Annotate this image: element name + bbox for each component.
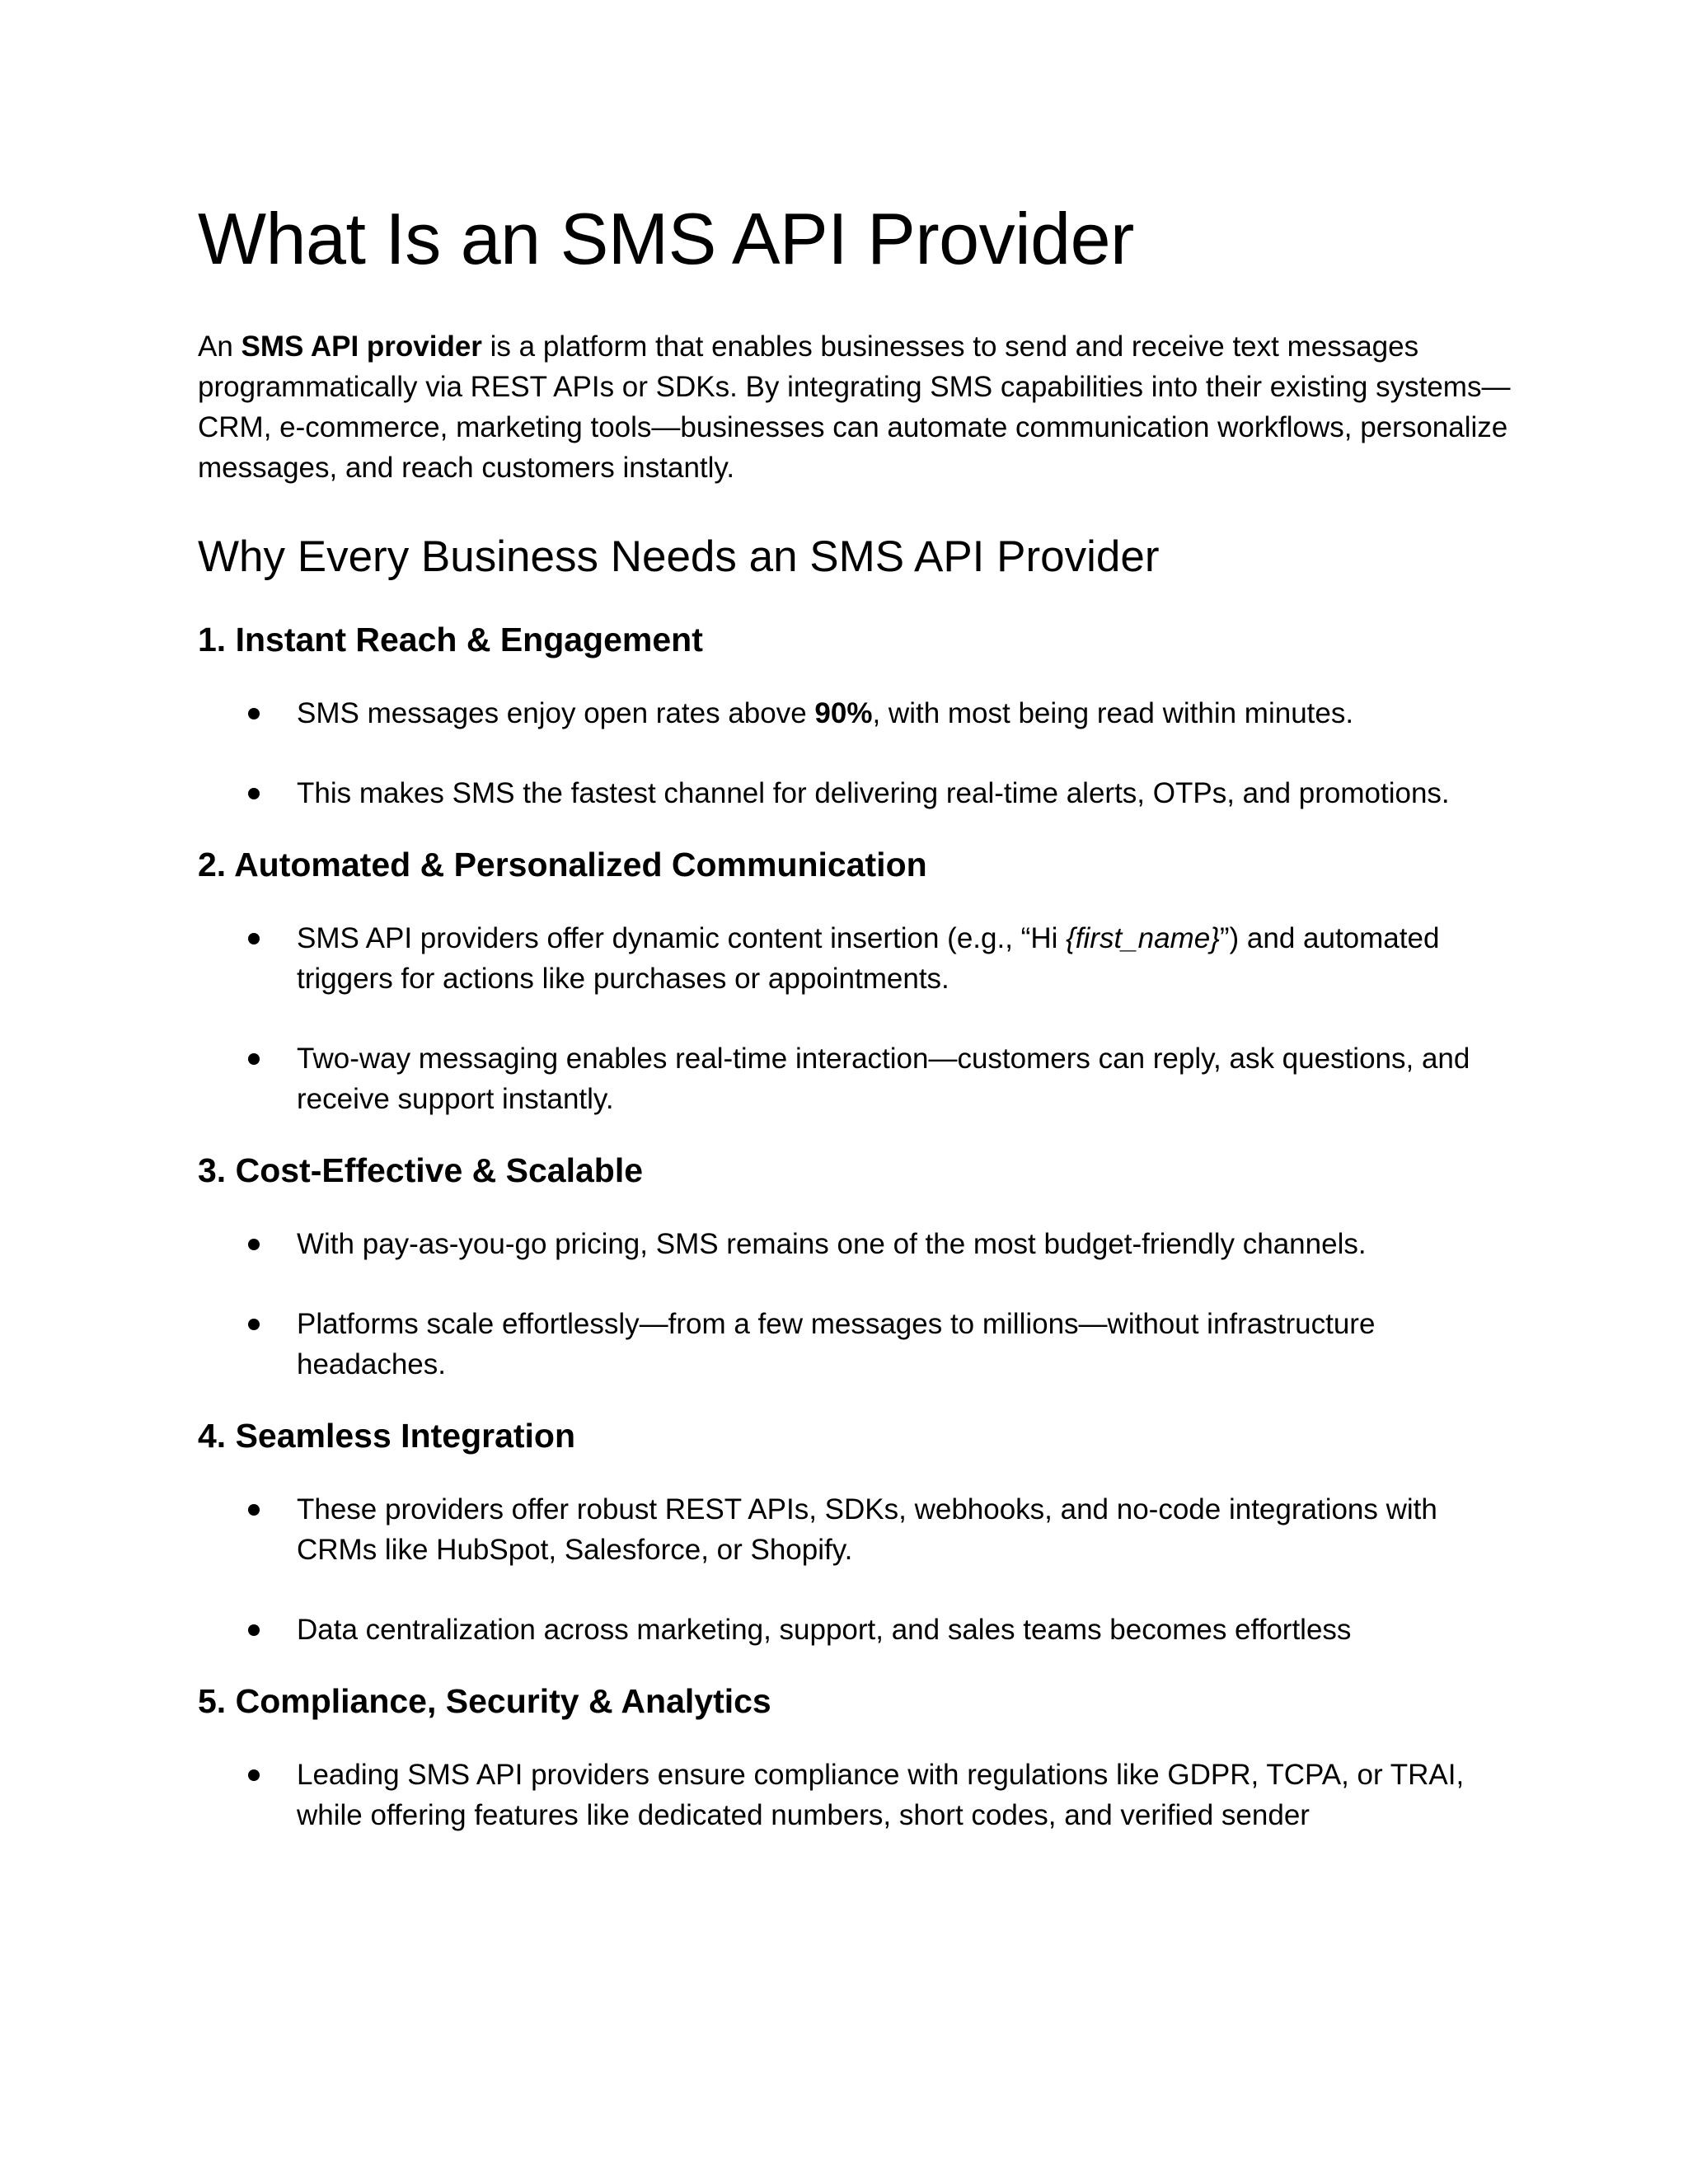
intro-paragraph xyxy=(198,326,1525,488)
bullet-icon xyxy=(248,933,260,944)
bullet-list xyxy=(198,693,1525,813)
intro-bold-term: SMS API provider xyxy=(241,330,482,363)
bullet-list xyxy=(198,1224,1525,1385)
section-cost-effective xyxy=(198,1147,1525,1385)
bullet-list xyxy=(198,1755,1525,1835)
bullet-icon xyxy=(248,1053,260,1065)
page-title: What Is an SMS API Provider xyxy=(198,198,1134,279)
bullet-icon xyxy=(248,1239,260,1250)
bullet-text: With pay-as-you-go pricing, SMS remains one of the most budget-friendly channels. xyxy=(297,1228,1367,1260)
bullet-list xyxy=(198,1489,1525,1650)
section-instant-reach xyxy=(198,616,1525,813)
bullet-icon xyxy=(248,1319,260,1330)
bullet-text: These providers offer robust REST APIs, SDKs, webhooks, and no-code integrations with CRMs like HubSpot, Salesforce, or Shopify. xyxy=(297,1493,1437,1566)
bullet-text-before: SMS messages enjoy open rates above xyxy=(297,697,815,729)
section-automated-communication xyxy=(198,841,1525,1119)
list-item xyxy=(198,1755,1525,1835)
bullet-text-after: ”) and automated triggers for actions like purchases or appointments. xyxy=(297,922,1440,995)
bullet-text: Two-way messaging enables real-time interaction—customers can reply, ask questions, and receive support instantly. xyxy=(297,1043,1470,1115)
bullet-text-after: , with most being read within minutes. xyxy=(872,697,1354,729)
bullet-text: Leading SMS API providers ensure compliance with regulations like GDPR, TCPA, or TRAI, while offering features like dedicated numbers, short codes, and verified sender xyxy=(297,1759,1465,1831)
list-item xyxy=(198,773,1525,813)
bullet-list xyxy=(198,918,1525,1119)
list-item xyxy=(198,1610,1525,1650)
list-item xyxy=(198,918,1525,999)
section-compliance xyxy=(198,1678,1525,1835)
bullet-text-before: SMS API providers offer dynamic content insertion (e.g., “Hi xyxy=(297,922,1067,954)
bullet-text: Platforms scale effortlessly—from a few messages to millions—without infrastructure headaches. xyxy=(297,1308,1376,1380)
intro-prefix: An xyxy=(198,330,241,363)
bullet-text: Data centralization across marketing, support, and sales teams becomes effortless xyxy=(297,1614,1352,1646)
section-heading: Why Every Business Needs an SMS API Provider xyxy=(198,532,1160,581)
bullet-icon xyxy=(248,788,260,799)
list-item xyxy=(198,1489,1525,1570)
section-title: 4. Seamless Integration xyxy=(198,1417,576,1455)
bullet-icon xyxy=(248,1504,260,1516)
list-item xyxy=(198,1038,1525,1119)
list-item xyxy=(198,1224,1525,1264)
bullet-text: This makes SMS the fastest channel for delivering real-time alerts, OTPs, and promotions. xyxy=(297,777,1450,809)
section-seamless-integration xyxy=(198,1413,1525,1650)
bullet-icon xyxy=(248,1769,260,1781)
bullet-icon xyxy=(248,1624,260,1636)
section-title: 2. Automated & Personalized Communication xyxy=(198,846,927,883)
section-title: 3. Cost-Effective & Scalable xyxy=(198,1151,644,1189)
list-item xyxy=(198,1304,1525,1385)
section-title: 1. Instant Reach & Engagement xyxy=(198,621,703,658)
bullet-italic-placeholder: {first_name} xyxy=(1066,922,1220,954)
document-page xyxy=(198,194,1525,1835)
list-item xyxy=(198,693,1525,733)
intro-suffix: is a platform that enables businesses to send and receive text messages programmatically via REST APIs or SDKs. By integrating SMS capabilities into their existing systems—CRM, e-commerce, marketing tools—businesses can automate communication workflows, personalize messages, and reach customers instantly. xyxy=(198,330,1511,484)
bullet-icon xyxy=(248,708,260,719)
section-title: 5. Compliance, Security & Analytics xyxy=(198,1682,771,1720)
bullet-bold-value: 90% xyxy=(814,697,873,729)
